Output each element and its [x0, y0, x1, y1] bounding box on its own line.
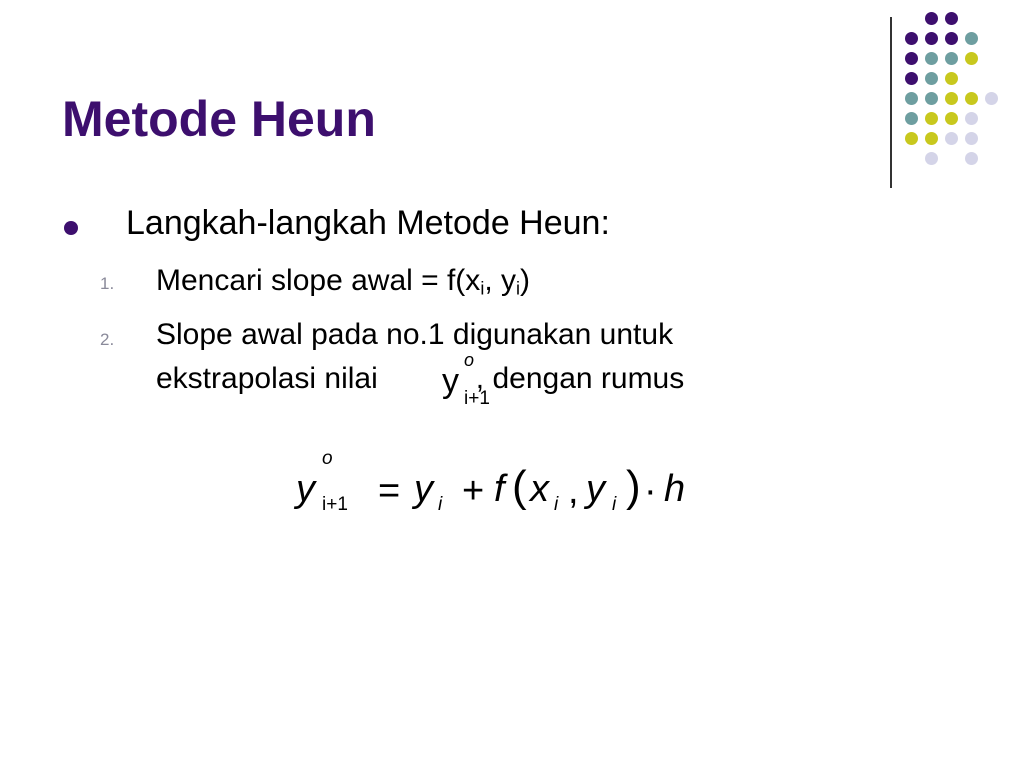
decorative-dot [945, 12, 958, 25]
inline-variable-superscript: o [464, 350, 475, 370]
list-number-2: 2. [100, 330, 115, 349]
bullet-heading: Langkah-langkah Metode Heun: [126, 204, 610, 242]
eq-x-sub: i [554, 494, 559, 515]
decorative-dot-grid [905, 12, 1015, 172]
decorative-dot [945, 92, 958, 105]
eq-func: f [494, 468, 505, 510]
decorative-dot [965, 32, 978, 45]
eq-open-paren: ( [512, 462, 527, 511]
list-number-1: 1. [100, 274, 115, 293]
eq-y-base: y [586, 468, 605, 510]
inline-variable-base: y [442, 362, 459, 400]
eq-h: h [664, 468, 686, 510]
decorative-dot [925, 152, 938, 165]
item-1-sub-2: i [515, 278, 520, 299]
decorative-dot [905, 72, 918, 85]
decorative-dot [945, 112, 958, 125]
list-item-1 [156, 264, 530, 298]
item-1-sub-1: i [480, 278, 485, 299]
decorative-dot [925, 32, 938, 45]
decorative-dot [985, 92, 998, 105]
eq-term1-sub: i [438, 494, 443, 515]
vertical-divider [890, 17, 892, 188]
slide-title: Metode Heun [62, 91, 376, 147]
decorative-dot [965, 132, 978, 145]
list-item-2-line-1: Slope awal pada no.1 digunakan untuk [156, 318, 674, 351]
eq-lhs-base: y [296, 468, 315, 510]
eq-lhs-sub: i+1 [322, 494, 348, 515]
decorative-dot [925, 12, 938, 25]
eq-comma: , [568, 470, 579, 512]
eq-close-paren: ) [626, 462, 641, 511]
item-1-mid: , y [484, 264, 516, 297]
decorative-dot [965, 112, 978, 125]
bullet-dot-icon [64, 221, 78, 235]
item-2-line-2-start: ekstrapolasi nilai [156, 362, 378, 395]
decorative-dot [905, 112, 918, 125]
eq-y-sub: i [612, 494, 617, 515]
decorative-dot [945, 32, 958, 45]
decorative-dot [905, 92, 918, 105]
decorative-dot [925, 112, 938, 125]
eq-dot: · [644, 470, 657, 512]
decorative-dot [925, 92, 938, 105]
inline-variable [440, 350, 510, 420]
decorative-dot [945, 132, 958, 145]
heun-equation [296, 446, 716, 526]
item-1-end: ) [519, 264, 530, 297]
decorative-dot [925, 52, 938, 65]
eq-lhs-sup: o [322, 448, 333, 469]
decorative-dot [925, 132, 938, 145]
decorative-dot [905, 52, 918, 65]
list-item-2-line-2 [156, 362, 684, 396]
decorative-dot [965, 92, 978, 105]
eq-x-base: x [530, 468, 549, 510]
decorative-dot [945, 72, 958, 85]
decorative-dot [965, 152, 978, 165]
decorative-dot [925, 72, 938, 85]
decorative-dot [905, 132, 918, 145]
decorative-dot [905, 32, 918, 45]
eq-plus: + [462, 470, 485, 512]
item-2-line-2-end: , dengan rumus [475, 362, 685, 395]
eq-equals: = [378, 470, 401, 512]
eq-term1-base: y [414, 468, 433, 510]
decorative-dot [965, 52, 978, 65]
decorative-dot [945, 52, 958, 65]
inline-variable-subscript: i+1 [464, 388, 490, 409]
item-1-text: Mencari slope awal = f(x [156, 264, 481, 297]
